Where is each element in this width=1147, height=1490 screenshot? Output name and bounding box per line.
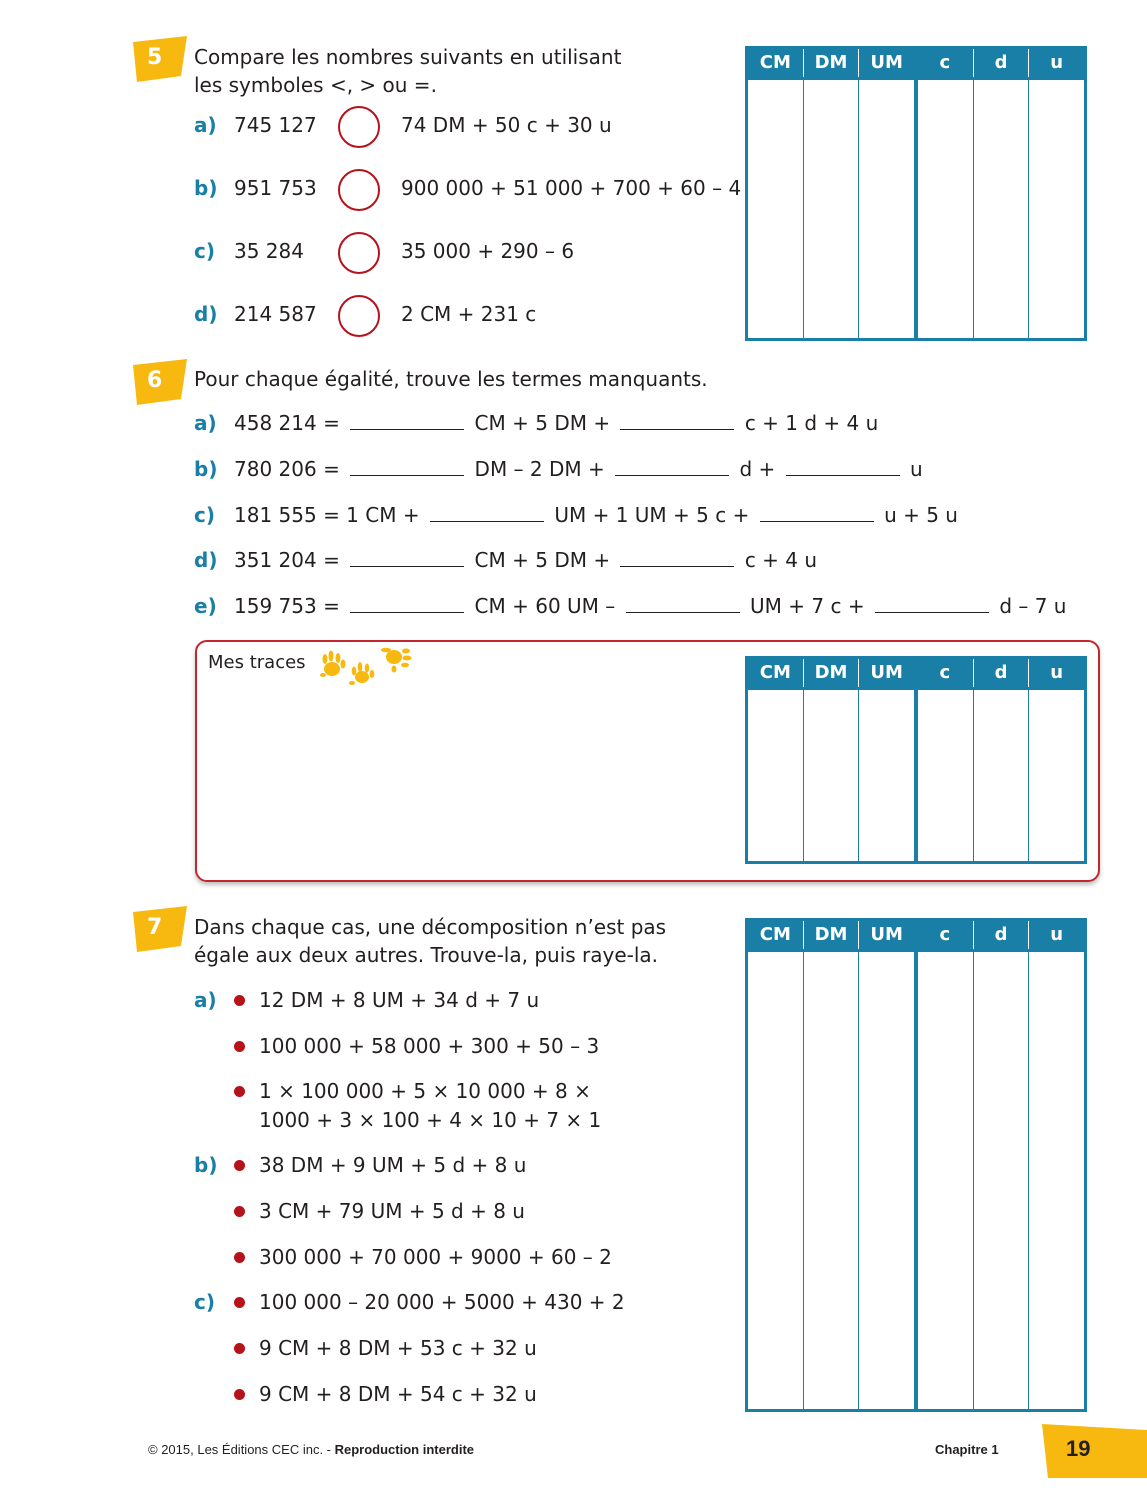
decomposition-item[interactable]: 100 000 – 20 000 + 5000 + 430 + 2 <box>259 1290 625 1314</box>
bullet <box>234 1160 245 1171</box>
place-value-table-2[interactable] <box>745 656 1087 864</box>
answer-blank[interactable] <box>786 457 900 476</box>
bullet <box>234 995 245 1006</box>
ex6-item-a <box>234 409 878 437</box>
ex7-instruction-line2: égale aux deux autres. Trouve-la, puis raye-la. <box>194 943 659 967</box>
equation-part: c + 4 u <box>744 548 818 572</box>
footer-chapter: Chapitre 1 <box>935 1442 999 1457</box>
col-header-c: c <box>917 659 973 687</box>
ex5-item-a-label: a) <box>194 113 217 137</box>
exercise-5-badge <box>133 36 187 82</box>
ex5-item-d-left: 214 587 <box>234 302 317 326</box>
answer-blank[interactable] <box>350 594 464 613</box>
equation-part: u + 5 u <box>884 503 958 527</box>
exercise-7-badge <box>133 906 187 952</box>
comparison-circle-d[interactable] <box>338 295 380 337</box>
equation-start: 780 206 = <box>234 457 340 481</box>
ex5-instruction-line1: Compare les nombres suivants en utilisant <box>194 45 622 69</box>
exercise-number: 6 <box>147 368 163 393</box>
ex6-item-e-label: e) <box>194 594 217 618</box>
equation-part: d – 7 u <box>999 594 1067 618</box>
answer-blank[interactable] <box>350 411 464 430</box>
col-header-dm: DM <box>803 921 859 949</box>
answer-blank[interactable] <box>626 594 740 613</box>
col-header-c: c <box>917 921 973 949</box>
decomposition-item-continued[interactable]: 1000 + 3 × 100 + 4 × 10 + 7 × 1 <box>259 1108 602 1132</box>
comparison-circle-b[interactable] <box>338 169 380 211</box>
ex6-item-c-label: c) <box>194 503 215 527</box>
decomposition-item[interactable]: 38 DM + 9 UM + 5 d + 8 u <box>259 1153 527 1177</box>
equation-start: 351 204 = <box>234 548 340 572</box>
bullet <box>234 1343 245 1354</box>
equation-start: 159 753 = <box>234 594 340 618</box>
bullet <box>234 1206 245 1217</box>
ex5-item-c-label: c) <box>194 239 215 263</box>
col-header-c: c <box>917 49 973 77</box>
equation-part: CM + 5 DM + <box>474 411 611 435</box>
decomposition-item[interactable]: 9 CM + 8 DM + 53 c + 32 u <box>259 1336 537 1360</box>
ex6-item-e <box>234 592 1066 620</box>
answer-blank[interactable] <box>875 594 989 613</box>
answer-blank[interactable] <box>760 503 874 522</box>
equation-part: CM + 60 UM – <box>474 594 616 618</box>
decomposition-item[interactable]: 1 × 100 000 + 5 × 10 000 + 8 × <box>259 1079 591 1103</box>
col-header-um: UM <box>858 659 914 687</box>
ex5-item-c-right: 35 000 + 290 – 6 <box>401 239 575 263</box>
equation-start: 458 214 = <box>234 411 340 435</box>
answer-blank[interactable] <box>350 457 464 476</box>
ex6-item-d <box>234 546 817 574</box>
equation-part: CM + 5 DM + <box>474 548 611 572</box>
col-header-u: u <box>1028 49 1084 77</box>
col-header-um: UM <box>858 49 914 77</box>
ex5-item-a-right: 74 DM + 50 c + 30 u <box>401 113 612 137</box>
equation-part: c + 1 d + 4 u <box>744 411 879 435</box>
col-header-um: UM <box>858 921 914 949</box>
col-header-cm: CM <box>748 49 803 77</box>
answer-blank[interactable] <box>350 548 464 567</box>
equation-part: UM + 7 c + <box>750 594 865 618</box>
ex5-item-a-left: 745 127 <box>234 113 317 137</box>
bullet <box>234 1389 245 1400</box>
comparison-circle-c[interactable] <box>338 232 380 274</box>
col-header-dm: DM <box>803 659 859 687</box>
ex7-group-b-label: b) <box>194 1153 218 1177</box>
decomposition-item[interactable]: 12 DM + 8 UM + 34 d + 7 u <box>259 988 540 1012</box>
answer-blank[interactable] <box>620 411 734 430</box>
answer-blank[interactable] <box>430 503 544 522</box>
col-header-d: d <box>973 49 1029 77</box>
copyright-text: © 2015, Les Éditions CEC inc. - <box>148 1442 335 1457</box>
col-header-dm: DM <box>803 49 859 77</box>
decomposition-item[interactable]: 100 000 + 58 000 + 300 + 50 – 3 <box>259 1034 600 1058</box>
footer-copyright <box>148 1442 474 1457</box>
bullet <box>234 1086 245 1097</box>
ex6-item-c <box>234 501 958 529</box>
place-value-table-3[interactable] <box>745 918 1087 1412</box>
place-value-table-1[interactable] <box>745 46 1087 341</box>
equation-part: DM – 2 DM + <box>474 457 605 481</box>
ex6-item-d-label: d) <box>194 548 218 572</box>
ex7-instruction-line1: Dans chaque cas, une décomposition n’est pas <box>194 915 667 939</box>
page-number: 19 <box>1066 1436 1091 1461</box>
ex5-item-c-left: 35 284 <box>234 239 304 263</box>
ex5-instruction-line2: les symboles <, > ou =. <box>194 73 437 97</box>
exercise-6-badge <box>133 359 187 405</box>
comparison-circle-a[interactable] <box>338 106 380 148</box>
ex5-item-b-left: 951 753 <box>234 176 317 200</box>
decomposition-item[interactable]: 3 CM + 79 UM + 5 d + 8 u <box>259 1199 525 1223</box>
ex5-item-d-right: 2 CM + 231 c <box>401 302 537 326</box>
ex6-item-b <box>234 455 923 483</box>
ex5-item-b-right: 900 000 + 51 000 + 700 + 60 – 4 <box>401 176 742 200</box>
ex7-group-a-label: a) <box>194 988 217 1012</box>
page-number-tab <box>1042 1422 1147 1478</box>
col-header-u: u <box>1028 659 1084 687</box>
handprints-icon <box>318 645 412 687</box>
mes-traces-title: Mes traces <box>208 652 306 673</box>
decomposition-item[interactable]: 300 000 + 70 000 + 9000 + 60 – 2 <box>259 1245 612 1269</box>
rights-text: Reproduction interdite <box>334 1442 474 1457</box>
equation-start: 181 555 = 1 CM + <box>234 503 420 527</box>
bullet <box>234 1041 245 1052</box>
answer-blank[interactable] <box>620 548 734 567</box>
ex6-item-a-label: a) <box>194 411 217 435</box>
col-header-u: u <box>1028 921 1084 949</box>
col-header-d: d <box>973 921 1029 949</box>
decomposition-item[interactable]: 9 CM + 8 DM + 54 c + 32 u <box>259 1382 537 1406</box>
equation-part: u <box>910 457 923 481</box>
exercise-number: 5 <box>147 45 163 70</box>
bullet <box>234 1297 245 1308</box>
ex5-item-d-label: d) <box>194 302 218 326</box>
ex5-item-b-label: b) <box>194 176 218 200</box>
bullet <box>234 1252 245 1263</box>
col-header-cm: CM <box>748 659 803 687</box>
col-header-cm: CM <box>748 921 803 949</box>
answer-blank[interactable] <box>615 457 729 476</box>
ex6-item-b-label: b) <box>194 457 218 481</box>
ex6-instruction: Pour chaque égalité, trouve les termes manquants. <box>194 367 708 391</box>
ex7-group-c-label: c) <box>194 1290 215 1314</box>
equation-part: UM + 1 UM + 5 c + <box>554 503 750 527</box>
exercise-number: 7 <box>147 915 163 940</box>
col-header-d: d <box>973 659 1029 687</box>
equation-part: d + <box>739 457 776 481</box>
